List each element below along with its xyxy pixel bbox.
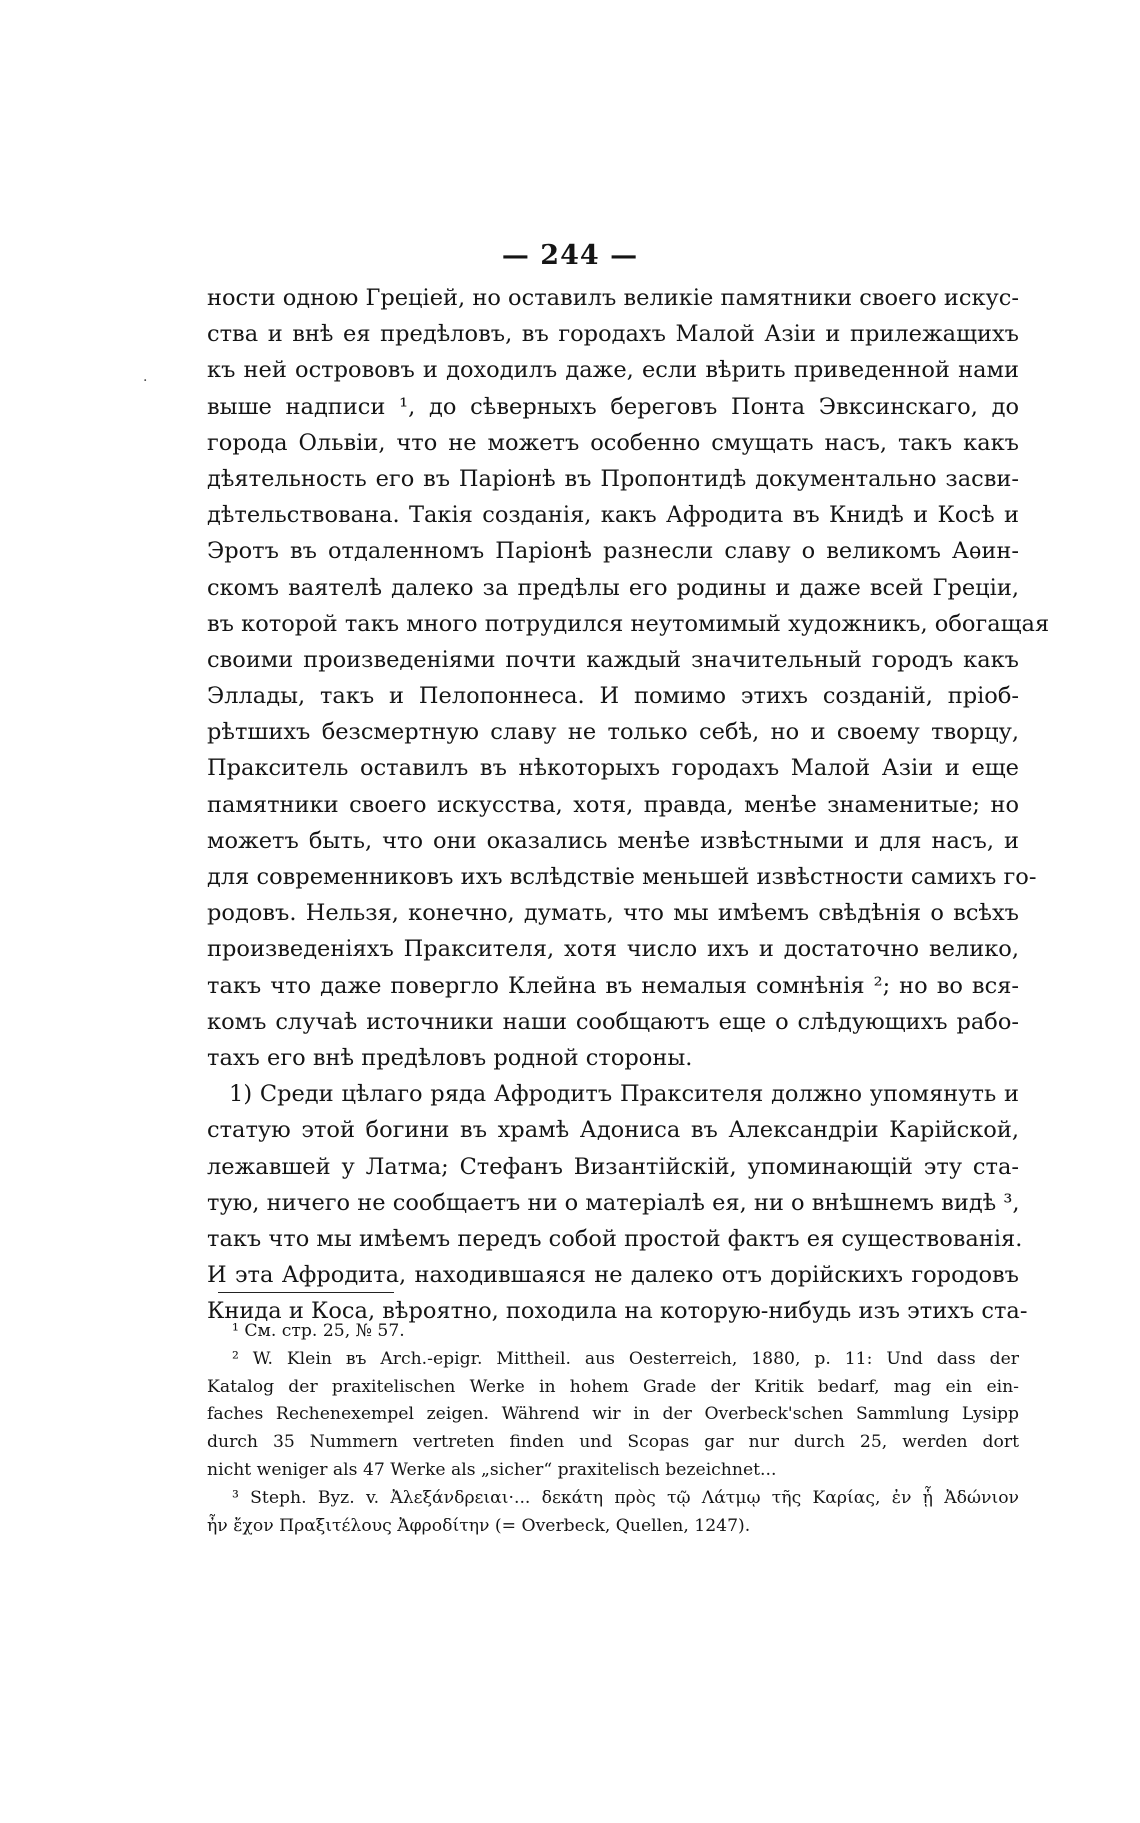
footnotes xyxy=(207,1318,1019,1540)
body-line: Эротъ въ отдаленномъ Паріонѣ разнесли славу о великомъ Аѳин- xyxy=(207,538,1019,565)
body-line: тую, ничего не сообщаетъ ни о матеріалѣ ея, ни о внѣшнемъ видѣ ³, xyxy=(207,1189,1020,1216)
body-line: ства и внѣ ея предѣловъ, въ городахъ Малой Азіи и прилежащихъ xyxy=(207,321,1019,348)
body-line: Эллады, такъ и Пелопоннеса. И помимо этихъ созданій, пріоб- xyxy=(207,683,1019,710)
body-line: родовъ. Нельзя, конечно, думать, что мы имѣемъ свѣдѣнія о всѣхъ xyxy=(207,900,1019,927)
body-line: скомъ ваятелѣ далеко за предѣлы его родины и даже всей Греціи, xyxy=(207,574,1019,601)
body-line: памятники своего искусства, хотя, правда, менѣе знаменитые; но xyxy=(207,791,1019,818)
body-line: города Ольвіи, что не можетъ особенно смущать насъ, такъ какъ xyxy=(207,429,1019,456)
body-line: Пракситель оставилъ въ нѣкоторыхъ городахъ Малой Азіи и еще xyxy=(207,755,1019,782)
footnote-line: nicht weniger als 47 Werke als „sicher“ praxitelisch bezeichnet... xyxy=(207,1459,777,1480)
body-line: лежавшей у Латма; Стефанъ Византійскій, упоминающій эту ста- xyxy=(207,1153,1019,1180)
body-line: своими произведеніями почти каждый значительный городъ какъ xyxy=(207,646,1019,673)
body-line: статую этой богини въ храмѣ Адониса въ Александріи Карійской, xyxy=(207,1117,1019,1144)
footnote-line: durch 35 Nummern vertreten finden und Scopas gar nur durch 25, werden dort xyxy=(207,1432,1019,1453)
body-line: къ ней острововъ и доходилъ даже, если вѣрить приведенной нами xyxy=(207,357,1019,384)
footnote-divider xyxy=(218,1292,394,1293)
footnote-line: ¹ См. стр. 25, № 57. xyxy=(232,1321,405,1341)
page-number: — 244 — xyxy=(501,240,639,271)
body-line: комъ случаѣ источники наши сообщаютъ еще о слѣдующихъ рабо- xyxy=(207,1008,1019,1035)
body-line: въ которой такъ много потрудился неутомимый художникъ, обогащая xyxy=(207,610,1050,637)
footnote-line: ² W. Klein въ Arch.-epigr. Mittheil. aus Oesterreich, 1880, p. 11: Und dass der xyxy=(232,1348,1019,1369)
body-text xyxy=(207,280,1050,1329)
body-line: дѣятельность его въ Паріонѣ въ Пропонтидѣ документально засви- xyxy=(207,465,1019,492)
body-line: такъ что мы имѣемъ передъ собой простой фактъ ея существованія. xyxy=(207,1225,1023,1252)
body-line: Книда и Коса, вѣроятно, походила на которую-нибудь изъ этихъ ста- xyxy=(207,1298,1028,1325)
body-line: выше надписи ¹, до сѣверныхъ береговъ Понта Эвксинскаго, до xyxy=(207,393,1019,420)
stray-mark: · xyxy=(143,373,148,389)
body-line: 1) Среди цѣлаго ряда Афродитъ Праксителя должно упомянуть и xyxy=(229,1081,1019,1108)
footnote-line: ἦν ἔχον Πραξιτέλους Ἀφροδίτην (= Overbeck, Quellen, 1247). xyxy=(207,1515,751,1536)
footnote-line: faches Rechenexempel zeigen. Während wir in der Overbeck'schen Sammlung Lysipp xyxy=(207,1404,1019,1425)
body-line: рѣтшихъ безсмертную славу не только себѣ, но и своему творцу, xyxy=(207,719,1019,746)
body-line: ности одною Греціей, но оставилъ великіе памятники своего искус- xyxy=(207,285,1019,311)
body-line: можетъ быть, что они оказались менѣе извѣстными и для насъ, и xyxy=(207,827,1019,854)
footnote-line: Katalog der praxitelischen Werke in hohem Grade der Kritik bedarf, mag ein ein- xyxy=(207,1376,1019,1397)
body-line: дѣтельствована. Такія созданія, какъ Афродита въ Книдѣ и Косѣ и xyxy=(207,502,1019,529)
footnote-line: ³ Steph. Byz. v. Ἀλεξάνδρειαι·... δεκάτη πρὸς τῷ Λάτμῳ τῆς Καρίας, ἐν ᾗ Ἀδώνιον xyxy=(232,1487,1019,1508)
body-line: такъ что даже повергло Клейна въ немалыя сомнѣнія ²; но во вся- xyxy=(207,972,1019,999)
body-line: произведеніяхъ Праксителя, хотя число ихъ и достаточно велико, xyxy=(207,936,1019,963)
body-line: для современниковъ ихъ вслѣдствіе меньшей извѣстности самихъ го- xyxy=(207,864,1037,890)
body-line: тахъ его внѣ предѣловъ родной стороны. xyxy=(207,1044,693,1071)
body-line: И эта Афродита, находившаяся не далеко отъ дорійскихъ городовъ xyxy=(207,1262,1019,1289)
